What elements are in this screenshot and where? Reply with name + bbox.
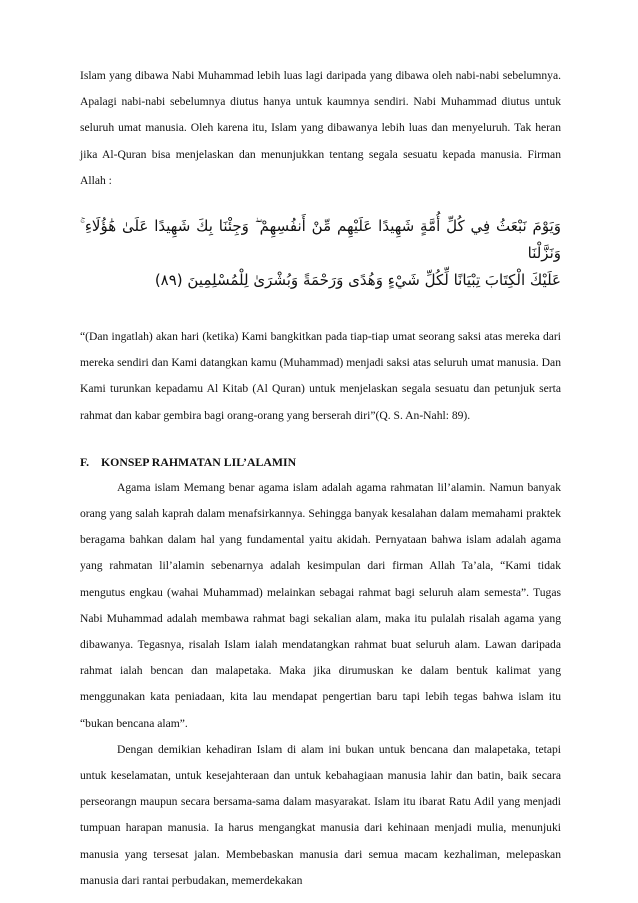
- section-paragraph-1: Agama islam Memang benar agama islam adalah agama rahmatan lil’alamin. Namun banyak orang yang salah kaprah dalam menafsirkannya. Sehingga banyak kesalahan dalam memahami praktek beragama bahkan dalam hal yang fundamental yaitu akidah. Pernyataan bahwa islam adalah agama yang rahmatan lil’alamin sebenarnya adalah kesimpulan dari firman Allah Ta’ala, “Kami tidak mengutus engkau (wahai Muhammad) melainkan sebagai rahmat bagi seluruh alam semesta”. Tugas Nabi Muhammad adalah membawa rahmat bagi sekalian alam, maka itu pulalah risalah agama yang dibawanya. Tegasnya, risalah Islam ialah mendatangkan rahmat buat seluruh alam. Lawan daripada rahmat ialah bencan dan malapetaka. Maka jika dirumuskan ke dalam bentuk kalimat yang menggunakan kata peniadaan, kita lau mendapat pengertian baru tapi lebih tegas bahwa islam itu “bukan bencana alam”.: [80, 480, 561, 730]
- quran-verse-line-2: عَلَيْكَ الْكِتَابَ تِبْيَانًا لِّكُلِّ شَيْءٍ وَهُدًى وَرَحْمَةً وَبُشْرَىٰ لِلْمُسْلِمِينَ (٨٩): [154, 271, 561, 290]
- section-heading: [80, 449, 561, 475]
- intro-paragraph: Islam yang dibawa Nabi Muhammad lebih luas lagi daripada yang dibawa oleh nabi-nabi sebelumnya. Apalagi nabi-nabi sebelumnya diutus hanya untuk kaumnya sendiri. Nabi Muhammad diutus untuk seluruh umat manusia. Oleh karena itu, Islam yang dibawanya lebih luas dan menyeluruh. Tak heran jika Al-Quran bisa menjelaskan dan menunjukkan tentang segala sesuatu kepada manusia. Firman Allah :: [80, 69, 561, 187]
- page-content: [80, 63, 561, 894]
- section-paragraph-2: Dengan demikian kehadiran Islam di alam ini bukan untuk bencana dan malapetaka, tetapi untuk keselamatan, untuk kesejahteraan dan untuk kebahagiaan manusia lahir dan batin, baik secara perseorangn maupun secara bersama-sama dalam masyarakat. Islam itu ibarat Ratu Adil yang menjadi tumpuan harapan manusia. Ia harus mengangkat manusia dari kehinaan menjadi mulia, menunjuki manusia yang tersesat jalan. Membebaskan manusia dari semua macam kezhaliman, melepaskan manusia dari rantai perbudakan, memerdekakan: [80, 742, 561, 887]
- verse-translation-paragraph: “(Dan ingatlah) akan hari (ketika) Kami bangkitkan pada tiap-tiap umat seorang saksi atas mereka dari mereka sendiri dan Kami datangkan kamu (Muhammad) menjadi saksi atas seluruh umat manusia. Dan Kami turunkan kepadamu Al Kitab (Al Quran) untuk menjelaskan segala sesuatu dan petunjuk serta rahmat dan kabar gembira bagi orang-orang yang berserah diri”(Q. S. An-Nahl: 89).: [80, 330, 561, 422]
- quran-verse-line-1: وَيَوْمَ نَبْعَثُ فِي كُلِّ أُمَّةٍ شَهِيدًا عَلَيْهِم مِّنْ أَنفُسِهِمْ ۖ وَجِئْنَا بِكَ شَهِيدًا عَلَىٰ هَٰؤُلَاءِ ۚ وَنَزَّلْنَا: [80, 217, 561, 263]
- quran-verse: [80, 213, 561, 294]
- section-title: KONSEP RAHMATAN LIL’ALAMIN: [101, 454, 297, 469]
- section-number: F.: [80, 454, 90, 469]
